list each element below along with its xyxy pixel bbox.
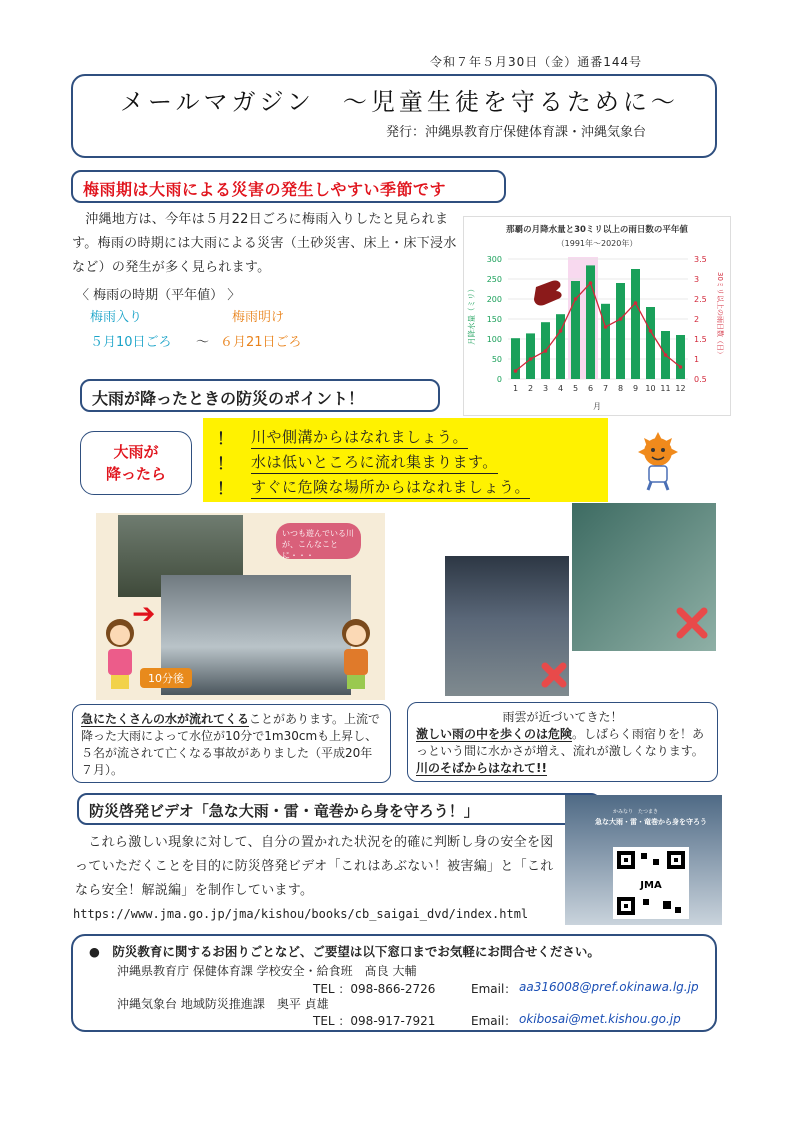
line-point (649, 329, 653, 333)
entry-date: ５月10日ごろ (90, 335, 172, 350)
child-boy-icon (336, 615, 376, 695)
walking-rain-illustration (445, 556, 569, 696)
video-url-link[interactable]: https://www.jma.go.jp/jma/kishou/books/cb_saigai_dvd/index.html (73, 907, 529, 921)
x-tick-label: 10 (645, 384, 656, 393)
x-tick-label: 11 (660, 384, 671, 393)
bar (676, 335, 685, 379)
ten-minutes-badge: 10分後 (140, 668, 192, 688)
contact-email-label: Email： (471, 1014, 517, 1028)
safety-point: 川や側溝からはなれましょう。 (251, 426, 468, 449)
exclamation-icon: ！ (217, 454, 234, 473)
bar (601, 304, 610, 379)
y-tick-label: 0 (496, 375, 502, 384)
y-tick-label: 300 (486, 255, 502, 264)
qr-label: JMA (640, 880, 662, 891)
chart-subtitle: （1991年～2020年） (556, 239, 638, 248)
line-point (574, 297, 578, 301)
publisher: 発行：沖縄県教育庁保健体育課・沖縄気象台 (386, 125, 647, 140)
video-paragraph: これら激しい現象に対して、自分の置かれた状況を的確に判断し身の安全を図っていただくことを目的に防災啓発ビデオ「これはあぶない！被害編」と「これなら安全！解説編」を制作しています。 (75, 835, 554, 898)
speech-bubble: いつも遊んでいる川が、こんなことに・・・ (276, 523, 361, 559)
line-point (589, 281, 593, 285)
contact-email-label: Email： (471, 982, 517, 996)
contact-tel: TEL ：098-866-2726 (313, 982, 436, 996)
line-point (529, 357, 533, 361)
caption-text: ことがあります。上流で降った大雨によって水位が10分で1m30cmも上昇し、５名が流されて亡くなる事故がありました（平成20年７月）。 (81, 712, 381, 777)
caption-bold: 激しい雨の中を歩くのは危険 (416, 727, 573, 741)
contact-tel: TEL ：098-917-7921 (313, 1014, 436, 1028)
y2-tick-label: 2.5 (694, 295, 707, 304)
y-tick-label: 100 (486, 335, 502, 344)
line-point (619, 317, 623, 321)
x-tick-label: 9 (632, 384, 639, 393)
caption-text: 。しばらく雨宿りを！あっという間に水かさが増え、流れが激しくなります。 (416, 727, 705, 758)
line-point (544, 349, 548, 353)
contact-org: 沖縄気象台 地域防災推進課 奥平 貞雄 (117, 997, 329, 1011)
video-thumbnail[interactable] (565, 795, 722, 925)
x-tick-label: 6 (587, 384, 594, 393)
x-tick-label: 7 (602, 384, 609, 393)
contact-email-link[interactable]: aa316008@pref.okinawa.lg.jp (519, 980, 699, 994)
x-tick-label: 1 (512, 384, 519, 393)
caption-line: 雨雲が近づいてきた！ (502, 710, 623, 724)
x-tick-label: 2 (527, 384, 534, 393)
section-heading-video (77, 793, 601, 825)
bar (511, 338, 520, 379)
rainfall-chart-svg (464, 217, 730, 415)
chart-title: 那覇の月降水量と30ミリ以上の雨日数の平年値 (506, 225, 688, 235)
chart-y2label: 30ミリ以上の雨日数（日） (716, 272, 724, 358)
line-point (664, 353, 668, 357)
danger-cross-icon (445, 556, 569, 696)
y-tick-label: 150 (486, 315, 502, 324)
y-tick-label: 250 (486, 275, 502, 284)
y2-tick-label: 1.5 (694, 335, 707, 344)
entry-label: 梅雨入り (90, 310, 143, 325)
season-heading: 〈 梅雨の時期（平年値） 〉 (76, 288, 241, 303)
y2-tick-label: 1 (694, 355, 700, 364)
line-point (514, 369, 518, 373)
pointing-hand-icon (534, 280, 562, 305)
heavy-rain-bubble (80, 431, 192, 495)
caption-flash-flood (72, 704, 391, 783)
bar (526, 333, 535, 379)
safety-point: 水は低いところに流れ集まります。 (251, 451, 498, 474)
bubble-line: 大雨が (113, 443, 159, 461)
x-tick-label: 5 (572, 384, 579, 393)
exclamation-icon: ！ (217, 479, 234, 498)
section-heading-rainy-season (71, 170, 506, 203)
umbrella-wind-illustration (572, 503, 716, 651)
contact-box (71, 934, 717, 1032)
danger-cross-icon (572, 503, 716, 651)
exclamation-icon: ！ (217, 429, 234, 448)
caption-walking-in-rain (407, 702, 718, 782)
caption-bold: 急にたくさんの水が流れてくる (81, 712, 250, 726)
qr-code-icon[interactable] (613, 847, 689, 919)
issue-date: 令和７年５月30日（金）通番144号 (430, 55, 643, 69)
y2-tick-label: 0.5 (694, 375, 707, 384)
y2-tick-label: 2 (694, 315, 700, 324)
date-range-tilde: ～ (196, 335, 210, 350)
y-tick-label: 50 (491, 355, 502, 364)
line-point (559, 329, 563, 333)
x-tick-label: 12 (675, 384, 686, 393)
chart-ylabel: 月降水量（ミリ） (467, 285, 476, 345)
y2-tick-label: 3 (694, 275, 700, 284)
rainy-season-paragraph: 沖縄地方は、今年は５月22日ごろに梅雨入りしたと見られます。梅雨の時期には大雨による災害（土砂災害、床上・床下浸水など）の発生が多く見られます。 (72, 212, 457, 275)
x-tick-label: 8 (617, 384, 624, 393)
contact-email-link[interactable]: okibosai@met.kishou.go.jp (519, 1012, 681, 1026)
thumbnail-title: 急な大雨・雷・竜巻から身を守ろう (595, 818, 707, 826)
line-point (604, 325, 608, 329)
chart-xlabel: 月 (593, 402, 601, 411)
sun-mascot-icon (632, 430, 688, 492)
contact-lead: ● 防災教育に関するお困りごとなど、ご要望は以下窓口までお気軽にお問合せください。 (89, 944, 600, 959)
y-tick-label: 200 (486, 295, 502, 304)
safety-point: すぐに危険な場所からはなれましょう。 (251, 476, 530, 499)
exit-label: 梅雨明け (232, 310, 285, 325)
contact-org: 沖縄県教育庁 保健体育課 学校安全・給食班 髙良 大輔 (117, 964, 417, 978)
bubble-line: 降ったら (105, 465, 166, 483)
page-title: メールマガジン ～児童生徒を守るために～ (120, 88, 679, 116)
safety-points-box (203, 418, 608, 502)
arrow-right-icon: ➔ (132, 597, 156, 630)
section-heading-heavy-rain (80, 379, 440, 412)
exit-date: ６月21日ごろ (220, 335, 302, 350)
rainfall-chart (463, 216, 731, 416)
thumbnail-ruby: かみなり たつまき (613, 809, 659, 815)
x-tick-label: 4 (557, 384, 564, 393)
child-girl-icon (100, 615, 140, 695)
section-heading-text: 大雨が降ったときの防災のポイント！ (92, 389, 365, 408)
flood-illustration (96, 513, 385, 700)
y2-tick-label: 3.5 (694, 255, 707, 264)
caption-bold-end: 川のそばからはなれて!! (416, 761, 547, 775)
bar (646, 307, 655, 379)
line-point (679, 365, 683, 369)
bar (631, 269, 640, 379)
line-point (634, 301, 638, 305)
bar (616, 283, 625, 379)
section-heading-text: 梅雨期は大雨による災害の発生しやすい季節です (83, 180, 447, 199)
section-heading-text: 防災啓発ビデオ「急な大雨・雷・竜巻から身を守ろう！」 (89, 802, 479, 820)
x-tick-label: 3 (542, 384, 549, 393)
